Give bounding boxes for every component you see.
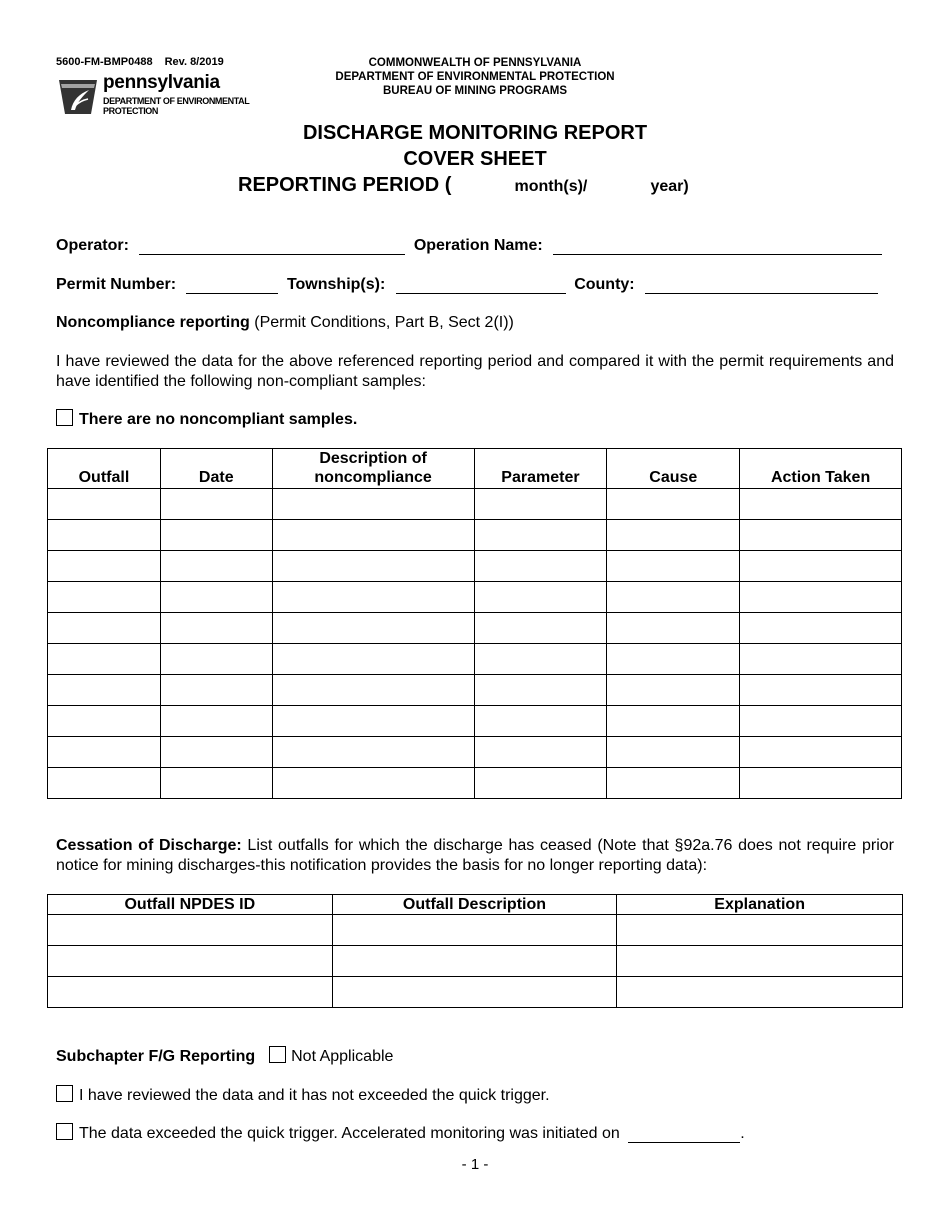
agency-line-1: COMMONWEALTH OF PENNSYLVANIA [368,57,582,69]
cell-action-taken[interactable] [740,582,902,613]
page-number: - 1 - [461,1156,489,1173]
cell-parameter[interactable] [474,644,607,675]
logo-subtitle [103,96,249,116]
column-header-parameter: Parameter [474,449,607,489]
noncompliance-statement: I have reviewed the data for the above referenced reporting period and compared it with the permit requirements and have identified the following non-compliant samples: [56,353,894,390]
reviewed-label: I have reviewed the data and it has not exceeded the quick trigger. [79,1087,550,1104]
not-applicable-checkbox[interactable] [269,1046,286,1063]
noncompliance-row [48,489,902,520]
cell-outfall-npdes-id[interactable] [48,946,333,977]
no-samples-label: There are no noncompliant samples. [79,411,358,428]
cell-cause[interactable] [607,644,740,675]
cell-description[interactable] [272,706,474,737]
operator-label: Operator: [56,237,129,254]
noncompliance-row [48,613,902,644]
form-number: 5600-FM-BMP0488 [56,56,153,68]
cell-explanation[interactable] [617,946,903,977]
noncompliance-header-row [48,449,902,489]
noncompliance-heading: Noncompliance reporting [56,314,250,331]
report-title: DISCHARGE MONITORING REPORT [302,122,648,144]
noncompliance-row [48,706,902,737]
permit-row [56,275,896,294]
cell-cause[interactable] [607,520,740,551]
cell-date[interactable] [160,644,272,675]
column-header-description-line2: noncompliance [314,469,432,486]
cell-parameter[interactable] [474,520,607,551]
noncompliance-row [48,520,902,551]
exceeded-period: . [740,1125,745,1142]
cell-parameter[interactable] [474,489,607,520]
column-header-outfall: Outfall [48,449,161,489]
county-field[interactable] [645,275,878,294]
reviewed-option[interactable] [56,1085,550,1105]
cell-description[interactable] [272,644,474,675]
cell-description[interactable] [272,520,474,551]
subchapter-row [56,1046,393,1066]
cell-action-taken[interactable] [740,520,902,551]
noncompliance-table [47,448,902,799]
cell-parameter[interactable] [474,737,607,768]
column-header-description-line1: Description of [319,450,427,467]
noncompliance-row [48,768,902,799]
cell-cause[interactable] [607,489,740,520]
cell-outfall[interactable] [48,768,161,799]
cell-outfall[interactable] [48,675,161,706]
cell-parameter[interactable] [474,675,607,706]
agency-line-3: BUREAU OF MINING PROGRAMS [383,85,567,97]
cell-parameter[interactable] [474,706,607,737]
cell-cause[interactable] [607,582,740,613]
cell-outfall[interactable] [48,520,161,551]
permit-number-field[interactable] [186,275,278,294]
column-header-outfall-description: Outfall Description [332,895,617,915]
column-header-action-taken: Action Taken [740,449,902,489]
pa-dep-logo [57,72,257,118]
cell-explanation[interactable] [617,915,903,946]
agency-block [300,56,650,98]
cessation-table [47,894,903,1008]
form-code [56,56,236,68]
cell-date[interactable] [160,582,272,613]
noncompliance-row [48,675,902,706]
cell-outfall[interactable] [48,644,161,675]
cell-description[interactable] [272,737,474,768]
keystone-logo-icon [57,74,99,116]
column-header-date: Date [160,449,272,489]
cell-date[interactable] [160,706,272,737]
noncompliance-row [48,582,902,613]
cessation-row [48,946,903,977]
cell-outfall[interactable] [48,582,161,613]
reporting-period-label: REPORTING PERIOD ( [238,174,452,196]
cell-date[interactable] [160,768,272,799]
report-subtitle: COVER SHEET [403,148,547,170]
cell-parameter[interactable] [474,551,607,582]
cell-parameter[interactable] [474,582,607,613]
cell-date[interactable] [160,489,272,520]
cell-description[interactable] [272,675,474,706]
cell-action-taken[interactable] [740,737,902,768]
cell-cause[interactable] [607,706,740,737]
logo-subtitle-line1: DEPARTMENT OF ENVIRONMENTAL [103,96,250,106]
reporting-period [238,174,689,197]
cell-outfall-description[interactable] [332,977,617,1008]
cell-outfall-description[interactable] [332,946,617,977]
cell-date[interactable] [160,551,272,582]
cell-cause[interactable] [607,675,740,706]
noncompliance-row [48,551,902,582]
cell-action-taken[interactable] [740,613,902,644]
townships-label: Township(s): [286,276,386,293]
cell-action-taken[interactable] [740,489,902,520]
noncompliance-row [48,644,902,675]
form-revision: Rev. 8/2019 [164,56,224,68]
cell-description[interactable] [272,582,474,613]
no-samples-checkbox[interactable] [56,409,73,426]
cell-outfall[interactable] [48,706,161,737]
cell-outfall-npdes-id[interactable] [48,977,333,1008]
cell-description[interactable] [272,768,474,799]
cell-parameter[interactable] [474,613,607,644]
townships-field[interactable] [396,275,566,294]
not-applicable-label: Not Applicable [291,1048,394,1065]
cessation-heading: Cessation of Discharge: [56,837,242,854]
cell-outfall-description[interactable] [332,915,617,946]
column-header-cause: Cause [607,449,740,489]
operation-name-field[interactable] [553,236,882,255]
agency-line-2: DEPARTMENT OF ENVIRONMENTAL PROTECTION [335,71,615,83]
no-samples-option[interactable] [56,409,357,429]
noncompliance-reference: (Permit Conditions, Part B, Sect 2(I)) [249,314,514,331]
cessation-paragraph [56,836,894,876]
cell-action-taken[interactable] [740,675,902,706]
county-label: County: [574,276,635,293]
cell-action-taken[interactable] [740,644,902,675]
cessation-row [48,915,903,946]
cell-outfall[interactable] [48,551,161,582]
cell-outfall-npdes-id[interactable] [48,915,333,946]
column-header-outfall-npdes-id: Outfall NPDES ID [48,895,333,915]
cell-cause[interactable] [607,551,740,582]
cell-action-taken[interactable] [740,706,902,737]
cell-outfall[interactable] [48,489,161,520]
operation-name-label: Operation Name: [413,237,543,254]
cell-description[interactable] [272,489,474,520]
cessation-text: List outfalls for which the discharge has ceased (Note that §92a.76 does not require prior notice for mining discharges-this notification provides the basis for no longer reporting data): [56,837,895,874]
reporting-period-months-label: month(s)/ [514,178,588,195]
permit-number-label: Permit Number: [56,276,177,293]
reporting-period-year-label: year) [650,178,689,195]
logo-wordmark: pennsylvania [103,72,220,93]
cell-action-taken[interactable] [740,768,902,799]
cell-date[interactable] [160,613,272,644]
subchapter-heading: Subchapter F/G Reporting [56,1048,256,1065]
cell-outfall[interactable] [48,737,161,768]
cessation-row [48,977,903,1008]
logo-subtitle-line2: PROTECTION [103,106,159,116]
cessation-header-row [48,895,903,915]
cell-date[interactable] [160,520,272,551]
cell-description[interactable] [272,613,474,644]
cell-description[interactable] [272,551,474,582]
noncompliance-row [48,737,902,768]
operator-field[interactable] [139,236,405,255]
operator-row [56,236,896,255]
column-header-description [272,449,474,489]
cell-cause[interactable] [607,768,740,799]
cell-action-taken[interactable] [740,551,902,582]
exceeded-checkbox[interactable] [56,1123,73,1140]
initiated-on-date-field[interactable] [628,1126,740,1143]
cell-cause[interactable] [607,613,740,644]
reviewed-checkbox[interactable] [56,1085,73,1102]
cell-date[interactable] [160,737,272,768]
cell-parameter[interactable] [474,768,607,799]
exceeded-option[interactable] [56,1123,745,1143]
column-header-explanation: Explanation [617,895,903,915]
cell-cause[interactable] [607,737,740,768]
cell-date[interactable] [160,675,272,706]
cell-explanation[interactable] [617,977,903,1008]
cell-outfall[interactable] [48,613,161,644]
exceeded-label: The data exceeded the quick trigger. Accelerated monitoring was initiated on [79,1125,620,1142]
noncompliance-heading-line [56,314,514,332]
